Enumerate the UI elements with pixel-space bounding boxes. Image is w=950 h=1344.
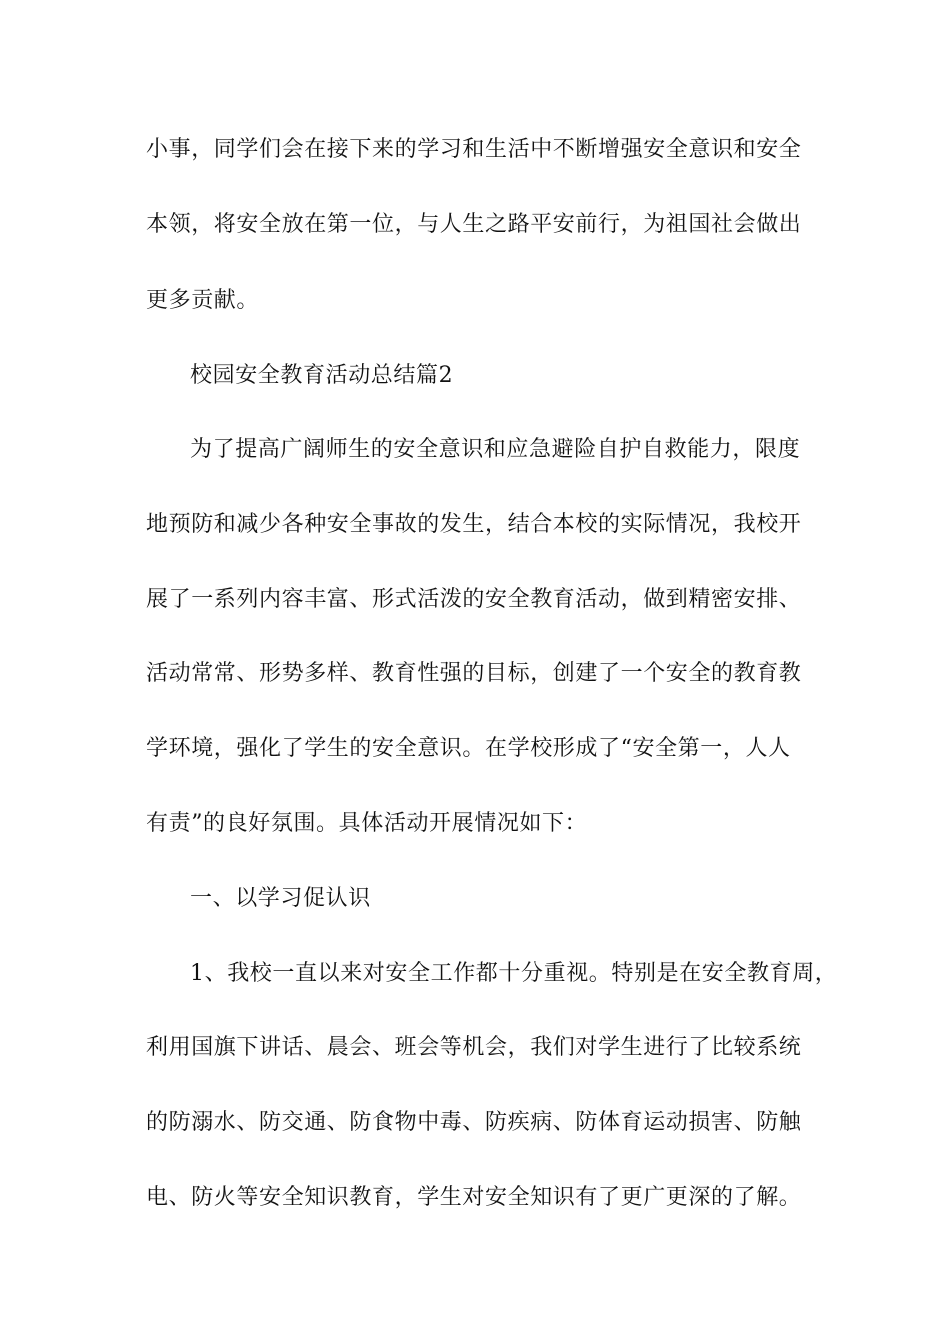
section-heading: 校园安全教育活动总结篇2: [190, 363, 454, 388]
paragraph-line: 本领，将安全放在第一位，与人生之路平安前行，为祖国社会做出: [146, 212, 802, 237]
paragraph-line: 更多贡献。: [146, 288, 260, 313]
paragraph-line: 活动常常、形势多样、教育性强的目标，创建了一个安全的教育教: [146, 661, 802, 686]
paragraph-line: 学环境，强化了学生的安全意识。在学校形成了“安全第一，人人: [146, 736, 791, 761]
paragraph-line: 小事，同学们会在接下来的学习和生活中不断增强安全意识和安全: [146, 137, 802, 162]
paragraph-line: 1、我校一直以来对安全工作都十分重视。特别是在安全教育周，: [190, 961, 838, 986]
paragraph-line: 电、防火等安全知识教育，学生对安全知识有了更广更深的了解。: [146, 1185, 802, 1210]
paragraph-line: 的防溺水、防交通、防食物中毒、防疾病、防体育运动损害、防触: [146, 1110, 802, 1135]
paragraph-line: 为了提高广阔师生的安全意识和应急避险自护自救能力，限度: [190, 437, 801, 462]
subsection-heading: 一、以学习促认识: [190, 886, 371, 911]
paragraph-line: 有责”的良好氛围。具体活动开展情况如下：: [146, 811, 588, 836]
paragraph-line: 展了一系列内容丰富、形式活泼的安全教育活动，做到精密安排、: [146, 587, 802, 612]
paragraph-line: 地预防和减少各种安全事故的发生，结合本校的实际情况，我校开: [146, 512, 802, 537]
paragraph-line: 利用国旗下讲话、晨会、班会等机会，我们对学生进行了比较系统: [146, 1035, 802, 1060]
